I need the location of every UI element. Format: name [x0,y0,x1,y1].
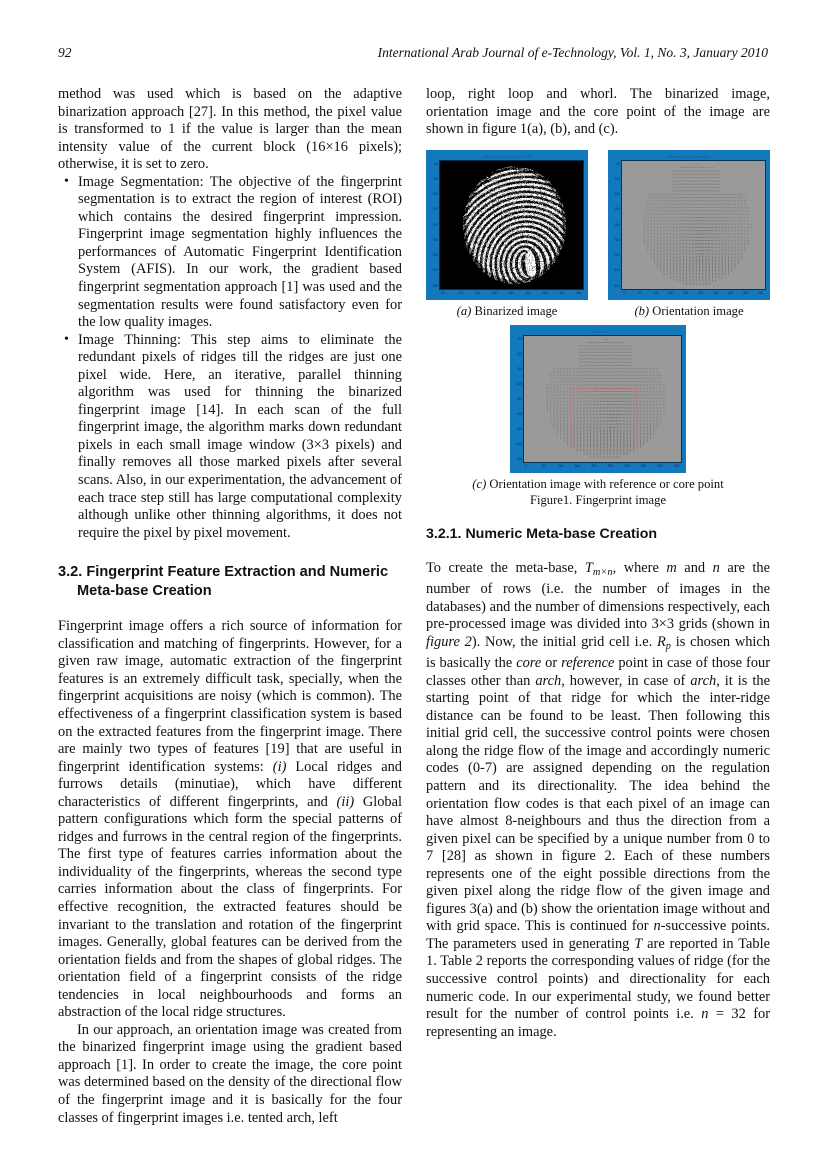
preprocessing-bullet-list [58,174,402,542]
axis-tick-label: 250 [614,222,620,227]
axis-tick-label: 50 [434,161,438,166]
axis-tick-label: 100 [516,351,522,356]
axis-tick-label: 100 [558,463,564,468]
paragraph-right-intro: loop, right loop and whorl. The binarized image, orientation image and the core point of the image are shown in figure 1(a), (b), and (c). [426,86,770,138]
panel-a-y-axis [430,160,439,290]
axis-tick-label: 400 [614,268,620,273]
axis-tick-label: 150 [516,366,522,371]
term-arch-2: arch [690,672,717,689]
panel-c-axes [523,335,682,463]
meta-text-13: = 32 for representing an image. [426,1006,770,1040]
matlab-window-a [426,150,588,300]
figure-1-panel-b [608,150,770,319]
paragraph-continued: method was used which is based on the adaptive binarization approach [27]. In this method, the pixel value is transformed to 1 if the value is larger than the mean intensity value of the current block (16×16 pixels); otherwise, it is set to zero. [58,86,402,173]
matlab-window-c [510,325,686,473]
axis-tick-label: 50 [638,290,642,295]
axis-tick-label: 50 [441,290,445,295]
meta-text-6: is chosen which is basically the [426,633,770,672]
axis-tick-label: 350 [640,463,647,468]
meta-text-7: or [541,655,562,672]
caption-b-marker: (b) [634,303,650,318]
symbol-T: T [584,559,593,576]
axis-tick-label: 350 [614,253,620,258]
axis-tick-label: 350 [516,426,522,431]
axis-tick-label: 450 [674,463,680,468]
caption-b-text: Orientation image [649,303,744,318]
paragraph-features [58,618,402,1022]
section-heading-line-2: Meta-base Creation [77,583,212,600]
list-item: • Image Segmentation: The objective of the fingerprint segmentation is to extract the region of interest (ROI) which contains the desired fingerprint impression. Fingerprint image segmentation highly influences the performances of Automatic Fingerprint Identification System (AFIS). In our work, the gradient based fingerprint segmentation approach [1] was used and the segmentation results were found satisfactory even for the low quality images. [58,174,402,332]
figure-1-panel-a [426,150,588,319]
axis-tick-label: 150 [474,290,481,295]
axis-tick-label: 100 [614,176,620,181]
panel-a-x-axis [439,290,584,297]
panel-a-axes [439,160,584,290]
axis-tick-label: 400 [743,290,749,295]
meta-text-12: are reported in Table 1. Table 2 reports the corresponding values of ridge (for the successive control points) and directionality for each numeric code. In our experimental study, we found better result for the number of control points i.e. [426,935,770,1023]
symbol-n-successive: n [653,918,661,935]
axis-tick-label: 50 [518,336,522,341]
axis-tick-label: 200 [591,463,597,468]
axis-tick-label: 450 [516,456,522,461]
term-core: core [516,655,542,672]
axis-tick-label: 450 [758,290,764,295]
section-heading-3-2 [58,563,402,601]
features-text-part-2b: Global pattern configurations which form the special patterns of ridges and furrows in the central region of the fingerprints. The first type of features carries information about the individuality of the fingerprints, whereas the second type carries information about the class of fingerprints. For effective recognition, the extracted features should be invariant to the translation and rotation of the fingerprint images. Generally, global features can be derived from the orientation fields and from the shapes of global ridges. The orientation field of a fingerprint consists of the ridge tendencies in local neighbourhoods and forms an abstraction of the local ridge structures. [58,793,402,1021]
paragraph-meta-base [426,560,770,1042]
axis-tick-label: 350 [432,253,438,258]
panel-b-title: Orientation flow Estimation [667,154,711,159]
axis-tick-label: 300 [624,463,630,468]
spacer [426,139,770,150]
section-heading-line-1: 3.2. Fingerprint Feature Extraction and Numeric [58,564,389,581]
panel-b-plot-area [612,160,766,290]
axis-tick-label: 100 [432,176,438,181]
spacer [426,543,770,560]
list-item: • Image Thinning: This step aims to eliminate the redundant pixels of ridges till the ridges are just one pixel wide. Here, an iterative, parallel thinning algorithm was used for thinning the binarized fingerprint image [14]. In each scan of the full fingerprint image, the algorithm marks down redundant pixels in each small image window (3×3 pixels) and finally removes all those marked pixels after several scans. Also, in our experimentation, the advancement of each trace step still has large computational complexity although unlike other thinning algorithms, it does not require the pixel by pixel movement. [58,332,402,543]
right-column [426,86,770,1041]
axis-tick-label: 300 [614,237,620,242]
axis-tick-label: 300 [432,237,438,242]
axis-tick-label: 300 [525,290,531,295]
figure-1 [426,150,770,508]
panel-b-x-axis [621,290,766,297]
symbol-R-subscript: p [665,640,671,652]
figure-1-caption-a [426,303,588,319]
caption-a-marker: (a) [456,303,472,318]
axis-tick-label: 300 [713,290,719,295]
features-text-part-1: Fingerprint image offers a rich source of information for classification and matching of fingerprints. However, for a given raw image, automatic extraction of the fingerprint features is an extremely difficult task, specially, when the fingerprint acquisitions are noisy (which is common). The effectiveness of a fingerprint classification system is based on the extracted features from the fingerprint image. There are mainly two types of features [19] that are useful in fingerprint identification systems: [58,618,402,775]
figure-1-caption-c [426,476,770,492]
caption-c-marker: (c) [472,476,487,491]
body-columns [58,86,770,1126]
axis-tick-label: 300 [516,411,522,416]
meta-text-4: are the number of rows (i.e. the number of images in the databases) and the number of dimensions respectively, each pre-processed image was divided into 3×3 grids (shown in [426,559,770,633]
axis-tick-label: 400 [657,463,663,468]
meta-text-1: To create the meta-base, [426,559,585,576]
axis-tick-label: 150 [574,463,580,468]
axis-tick-label: 50 [541,463,546,468]
symbol-m: m [666,559,677,576]
meta-text-9: , however, in case of [561,672,691,689]
axis-tick-label: 50 [616,161,620,166]
symbol-T-subscript: m×n [592,566,613,578]
axis-tick-label: 200 [491,290,497,295]
spacer [426,508,770,525]
caption-a-text: Binarized image [471,303,558,318]
axis-tick-label: 100 [457,290,464,295]
axis-tick-label: 200 [683,290,689,295]
binarized-fingerprint-image [440,161,583,289]
axis-tick-label: 200 [614,207,620,212]
orientation-field-image [622,161,765,289]
figure-1-panel-c [510,325,686,473]
figure-1-bottom-row [426,325,770,473]
paragraph-approach: In our approach, an orientation image was created from the binarized fingerprint image using the gradient based approach [1]. In order to create the image, the core point was determined based on the density of the directional flow of the fingerprint image and it is basically for the four classes of fingerprint images i.e. tented arch, left [58,1021,402,1126]
panel-b-y-axis [612,160,621,290]
meta-text-10: , it is the starting point of that ridge for which the inter-ridge distance can be found to be least. Then following this initial grid cell, the successive control points were chosen along the ridge flow of the image and accordingly numeric codes (0-7) are assigned depending on the regulation pattern and its directionality. The idea behind the orientation flow codes is that each pixel of an image can have almost 8-neighbours and thus the direction from a given pixel can be specified by a unique number from 0 to 7 [28] as shown in figure 2. Each of these numbers represents one of the eight possible directions from the given pixel along the ridge flow of the given image and figures 3(a) and (b) show the orientation image without and with grid space. This is continued for [426,672,770,935]
marker-roman-i: (i) [272,758,287,775]
panel-b-axes [621,160,766,290]
marker-roman-ii: (ii) [336,793,355,810]
symbol-R: R [656,633,666,650]
symbol-n-2: n [701,1006,709,1023]
axis-tick-label: 150 [668,290,674,295]
axis-tick-label: 150 [432,192,438,197]
panel-c-plot-area [514,335,682,463]
figure-1-top-row [426,150,770,319]
meta-text-8: point in case of those four classes other than [426,655,770,689]
meta-text-2: , where [612,559,667,576]
spacer [58,542,402,563]
axis-tick-label: 200 [516,381,522,386]
figure-1-number: Figure1. Fingerprint image [529,492,667,507]
axis-tick-label: 0 [623,290,625,295]
meta-text-11: -successive points. The parameters used in generating [426,918,770,952]
caption-c-text: Orientation image with reference or core point [486,476,724,491]
axis-tick-label: 450 [614,283,620,288]
axis-tick-label: 250 [698,290,704,295]
axis-tick-label: 400 [516,441,522,446]
axis-tick-label: 250 [607,463,614,468]
axis-tick-label: 0 [525,463,527,468]
term-reference: reference [561,655,615,672]
axis-tick-label: 250 [516,396,522,401]
features-text-part-2a: Local ridges and furrows details (minutiae), which have different characteristics of different fingerprints, and [58,758,402,810]
axis-tick-label: 200 [432,207,438,212]
axis-tick-label: 400 [559,290,565,295]
panel-c-x-axis [523,463,682,470]
spacer [58,601,402,618]
symbol-T-2: T [634,935,643,952]
symbol-n: n [712,559,720,576]
orientation-field-core-point-image [524,336,681,462]
panel-a-title: Adaptive Binarization after FFT [482,154,532,159]
axis-tick-label: 100 [653,290,659,295]
axis-tick-label: 250 [508,290,514,295]
panel-a-plot-area [430,160,584,290]
figure-1-caption-b [608,303,770,319]
matlab-window-b [608,150,770,300]
axis-tick-label: 350 [728,290,734,295]
axis-tick-label: 250 [432,222,438,227]
panel-c-title: core point [590,329,606,334]
page-folio: 92 [58,45,72,60]
left-column [58,86,402,1127]
journal-title: International Arab Journal of e-Technology, Vol. 1, No. 3, January 2010 [377,45,768,60]
subsection-heading-3-2-1: 3.2.1. Numeric Meta-base Creation [426,525,658,542]
axis-tick-label: 450 [432,283,438,288]
axis-tick-label: 450 [576,290,582,295]
axis-tick-label: 400 [432,268,438,273]
term-arch-1: arch [535,672,562,689]
panel-c-y-axis [514,335,523,463]
running-head [58,44,768,62]
axis-tick-label: 150 [614,192,620,197]
reference-figure-2: figure 2 [426,633,472,650]
meta-text-5: ). Now, the initial grid cell i.e. [471,633,657,650]
meta-text-3: and [676,559,713,576]
axis-tick-label: 350 [542,290,548,295]
